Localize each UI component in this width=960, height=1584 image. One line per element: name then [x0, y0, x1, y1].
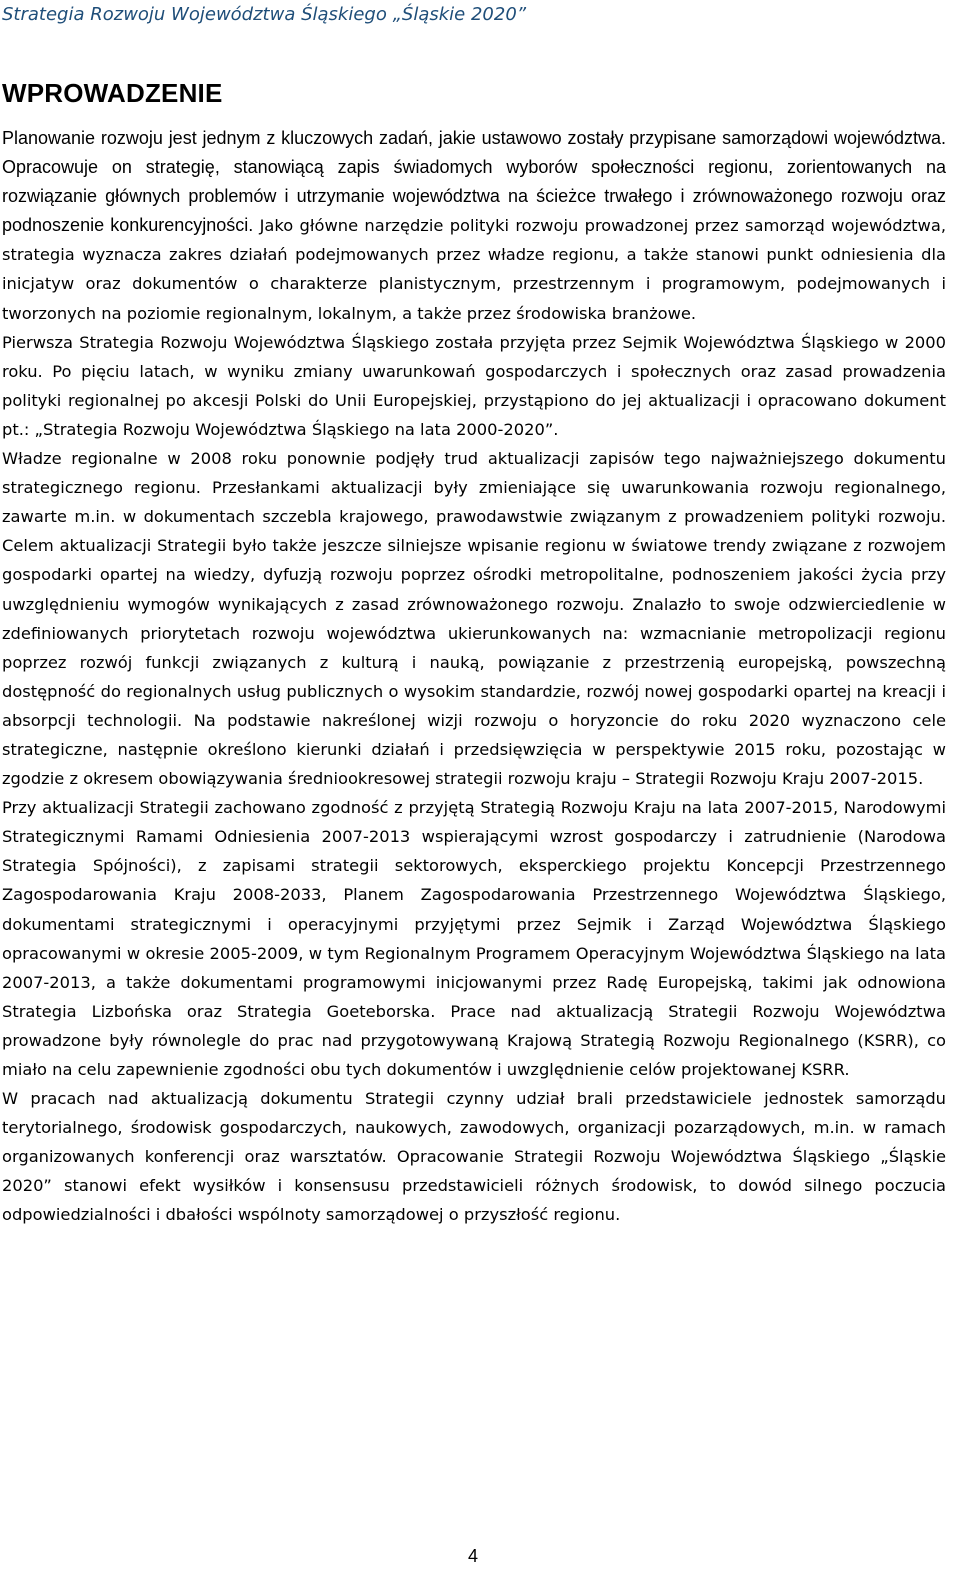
document-body: [2, 124, 946, 1230]
paragraph-introduction-part2: Jako główne narzędzie polityki rozwoju prowadzonej przez samorząd województwa, strategia wyznacza zakres działań podejmowanych przez władze regionu, a także stanowi punkt odniesienia dla inicjatyw oraz dokumentów o charakterze planistycznym, przestrzennym i programowym, podejmowanych i tworzonych na poziomie regionalnym, lokalnym, a także przez środowiska branżowe.: [2, 216, 946, 323]
page-number: 4: [468, 1546, 479, 1566]
paragraph-first-strategy: Pierwsza Strategia Rozwoju Województwa Śląskiego została przyjęta przez Sejmik Województwa Śląskiego w 2000 roku. Po pięciu latach, w wyniku zmiany uwarunkowań gospodarczych i społecznych oraz zasad prowadzenia polityki regionalnej po akcesji Polski do Unii Europejskiej, przystąpiono do jej aktualizacji i opracowano dokument pt.: „Strategia Rozwoju Województwa Śląskiego na lata 2000-2020”.: [2, 332, 946, 439]
running-header: Strategia Rozwoju Województwa Śląskiego „Śląskie 2020”: [2, 4, 527, 25]
paragraph-compliance: Przy aktualizacji Strategii zachowano zgodność z przyjętą Strategią Rozwoju Kraju na lata 2007-2015, Narodowymi Strategicznymi Ramami Odniesienia 2007-2013 wspierającymi wzrost gospodarczy i zatrudnienie (Narodowa Strategia Spójności), z zapisami strategii sektorowych, eksperckiego projektu Koncepcji Przestrzennego Zagospodarowania Kraju 2008-2033, Planem Zagospodarowania Przestrzennego Województwa Śląskiego, dokumentami strategicznymi i operacyjnymi przyjętymi przez Sejmik i Zarząd Województwa Śląskiego opracowanymi w okresie 2005-2009, w tym Regionalnym Programem Operacyjnym Województwa Śląskiego na lata 2007-2013, a także dokumentami programowymi inicjowanymi przez Radę Europejską, takimi jak odnowiona Strategia Lizbońska oraz Strategia Goeteborska. Prace nad aktualizacją Strategii Rozwoju Województwa prowadzone były równolegle do prac nad przygotowywaną Krajową Strategią Rozwoju Regionalnego (KSRR), co miało na celu zapewnienie zgodności obu tych dokumentów i uwzględnienie celów projektowanej KSRR.: [2, 798, 946, 1079]
paragraph-introduction: [2, 124, 946, 328]
section-title: WPROWADZENIE: [2, 78, 223, 108]
paragraph-introduction-part1: Planowanie rozwoju jest jednym z kluczowych zadań, jakie ustawowo zostały przypisane samorządowi województwa. Opracowuje on strategię, stanowiącą zapis świadomych wyborów społeczności regionu, zorientowanych na rozwiązanie głównych problemów i utrzymanie województwa na ścieżce trwałego i zrównoważonego rozwoju oraz podnoszenie konkurencyjności.: [2, 128, 946, 236]
paragraph-participation: W pracach nad aktualizacją dokumentu Strategii czynny udział brali przedstawiciele jednostek samorządu terytorialnego, środowisk gospodarczych, naukowych, zawodowych, organizacji pozarządowych, m.in. w ramach organizowanych konferencji oraz warsztatów. Opracowanie Strategii Rozwoju Województwa Śląskiego „Śląskie 2020” stanowi efekt wysiłków i konsensusu przedstawicieli różnych środowisk, to dowód silnego poczucia odpowiedzialności i dbałości wspólnoty samorządowej o przyszłość regionu.: [2, 1089, 946, 1225]
paragraph-2008-update: Władze regionalne w 2008 roku ponownie podjęły trud aktualizacji zapisów tego najważniejszego dokumentu strategicznego regionu. Przesłankami aktualizacji były zmieniające się uwarunkowania rozwoju regionalnego, zawarte m.in. w dokumentach szczebla krajowego, prawodawstwie związanym z prowadzeniem polityki rozwoju. Celem aktualizacji Strategii było także jeszcze silniejsze wpisanie regionu w światowe trendy związane z rozwojem gospodarki opartej na wiedzy, dyfuzją rozwoju poprzez ośrodki metropolitalne, podnoszeniem jakości życia przy uwzględnieniu wymogów wynikających z zasad zrównoważonego rozwoju. Znalazło to swoje odzwierciedlenie w zdefiniowanych priorytetach rozwoju województwa ukierunkowanych na: wzmacnianie metropolizacji regionu poprzez rozwój funkcji związanych z kulturą i nauką, powiązanie z przestrzenią europejską, powszechną dostępność do regionalnych usług publicznych o wysokim standardzie, rozwój nowej gospodarki opartej na kreacji i absorpcji technologii. Na podstawie nakreślonej wizji rozwoju o horyzoncie do roku 2020 wyznaczono cele strategiczne, następnie określono kierunki działań i przedsięwzięcia w perspektywie 2015 roku, pozostając w zgodzie z okresem obowiązywania średniookresowej strategii rozwoju kraju – Strategii Rozwoju Kraju 2007-2015.: [2, 449, 946, 789]
